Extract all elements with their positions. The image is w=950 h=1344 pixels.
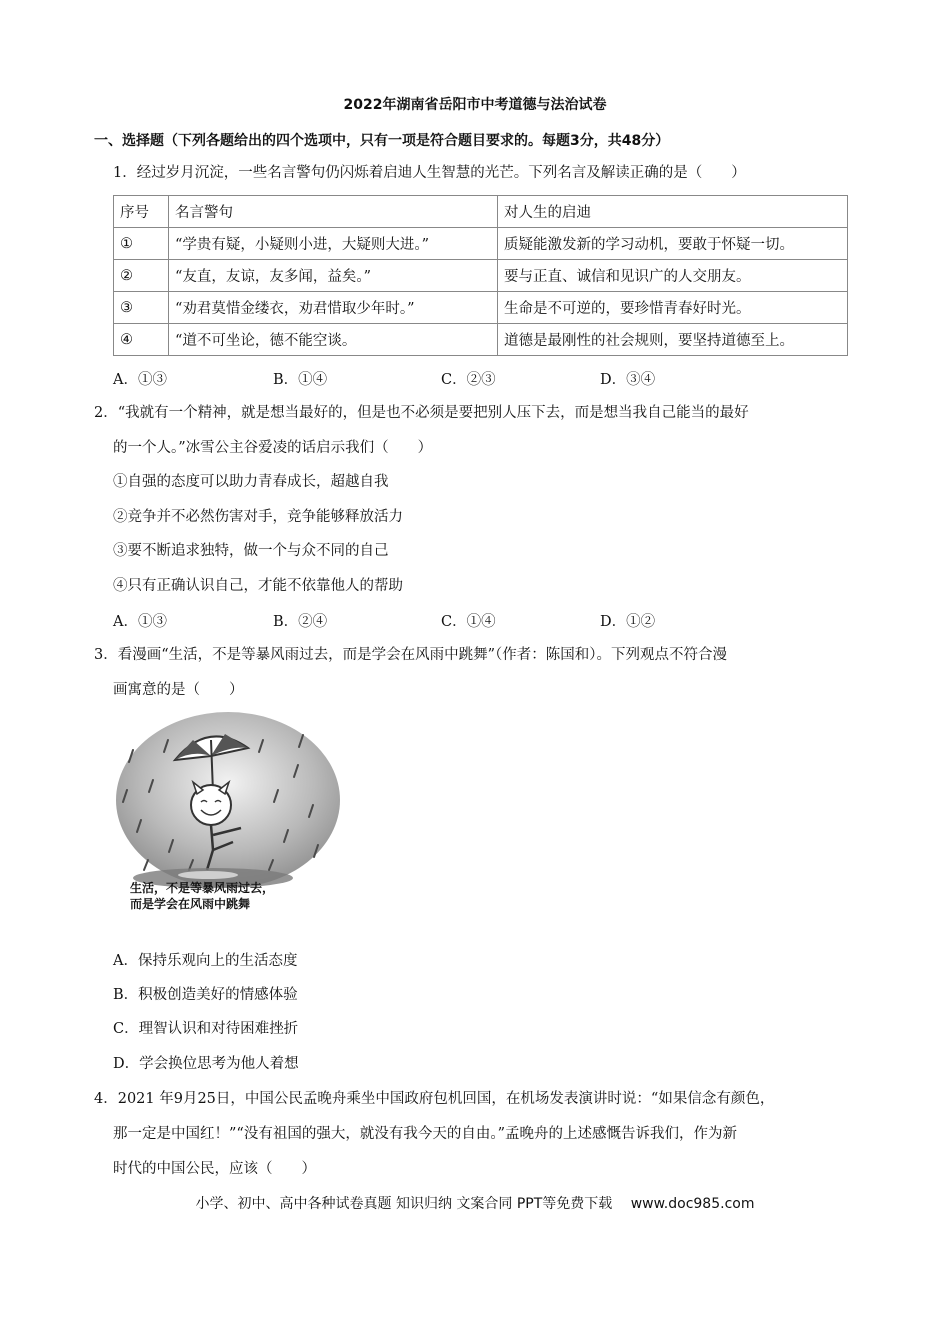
question-3-stem-line-2: 画寓意的是（ ） [113, 682, 244, 698]
table-cell: “学贵有疑，小疑则小进，大疑则大进。” [169, 228, 498, 260]
option-a: A．①③ [113, 372, 167, 388]
question-2-item: ②竞争并不必然伤害对手，竞争能够释放活力 [113, 509, 403, 525]
table-cell: “道不可坐论，德不能空谈。 [169, 324, 498, 356]
table-row [114, 292, 848, 324]
option-a: A．①③ [113, 614, 167, 630]
question-2-stem-line-1: 2．“我就有一个精神，就是想当最好的，但是也不必须是要把别人压下去，而是想当我自己能当的最好 [94, 405, 749, 421]
table-cell: ① [114, 228, 169, 260]
page-title: 2022年湖南省岳阳市中考道德与法治试卷 [343, 97, 607, 113]
question-1-stem: 1．经过岁月沉淀，一些名言警句仍闪烁着启迪人生智慧的光芒。下列名言及解读正确的是（ ） [113, 165, 746, 181]
table-cell: 要与正直、诚信和见识广的人交朋友。 [498, 260, 848, 292]
question-4-stem-line-3: 时代的中国公民，应该（ ） [113, 1161, 316, 1177]
question-2-item: ④只有正确认识自己，才能不依靠他人的帮助 [113, 578, 403, 594]
maxims-table [113, 195, 848, 356]
table-cell: ③ [114, 292, 169, 324]
question-4-stem-line-2: 那一定是中国红！”“没有祖国的强大，就没有我今天的自由。”孟晚舟的上述感慨告诉我们，作为新 [113, 1126, 737, 1142]
question-2-item: ①自强的态度可以助力青春成长，超越自我 [113, 474, 389, 490]
table-cell: “友直，友谅，友多闻，益矣。” [169, 260, 498, 292]
table-header-cell: 对人生的启迪 [498, 196, 848, 228]
table-cell: 道德是最刚性的社会规则，要坚持道德至上。 [498, 324, 848, 356]
table-row [114, 228, 848, 260]
table-cell: 质疑能激发新的学习动机，要敢于怀疑一切。 [498, 228, 848, 260]
table-cell: ④ [114, 324, 169, 356]
table-header-cell: 序号 [114, 196, 169, 228]
option-d: D．①② [600, 614, 656, 630]
table-row [114, 260, 848, 292]
option-a: A．保持乐观向上的生活态度 [113, 953, 298, 969]
table-cell: “劝君莫惜金缕衣，劝君惜取少年时。” [169, 292, 498, 324]
table-cell: ② [114, 260, 169, 292]
option-b: B．①④ [273, 372, 328, 388]
option-c: C．①④ [441, 614, 496, 630]
question-2-stem-line-2: 的一个人。”冰雪公主谷爱凌的话启示我们（ ） [113, 440, 433, 456]
option-d: D．③④ [600, 372, 656, 388]
option-c: C．②③ [441, 372, 496, 388]
question-3-stem-line-1: 3．看漫画“生活，不是等暴风雨过去，而是学会在风雨中跳舞”（作者：陈国和）。下列观点不符合漫 [94, 647, 728, 663]
table-header-row [114, 196, 848, 228]
table-cell: 生命是不可逆的，要珍惜青春好时光。 [498, 292, 848, 324]
option-c: C．理智认识和对待困难挫折 [113, 1021, 299, 1037]
table-row [114, 324, 848, 356]
question-2-options [113, 610, 813, 630]
table-header-cell: 名言警句 [169, 196, 498, 228]
cartoon-caption-line-2: 而是学会在风雨中跳舞 [130, 897, 251, 911]
cartoon-caption-line-1: 生活，不是等暴风雨过去， [130, 881, 275, 895]
section-heading: 一、选择题（下列各题给出的四个选项中，只有一项是符合题目要求的。每题3分，共48分） [94, 133, 670, 149]
option-b: B．②④ [273, 614, 328, 630]
option-d: D．学会换位思考为他人着想 [113, 1056, 299, 1072]
question-1-options [113, 368, 813, 388]
footer-text: 小学、初中、高中各种试卷真题 知识归纳 文案合同 PPT等免费下载 www.doc985.com [195, 1196, 755, 1212]
question-2-item: ③要不断追求独特，做一个与众不同的自己 [113, 543, 389, 559]
question-4-stem-line-1: 4．2021 年9月25日，中国公民孟晚舟乘坐中国政府包机回国，在机场发表演讲时说：“如果信念有颜色， [94, 1091, 775, 1107]
cartoon-caption [130, 880, 350, 912]
option-b: B．积极创造美好的情感体验 [113, 987, 298, 1003]
